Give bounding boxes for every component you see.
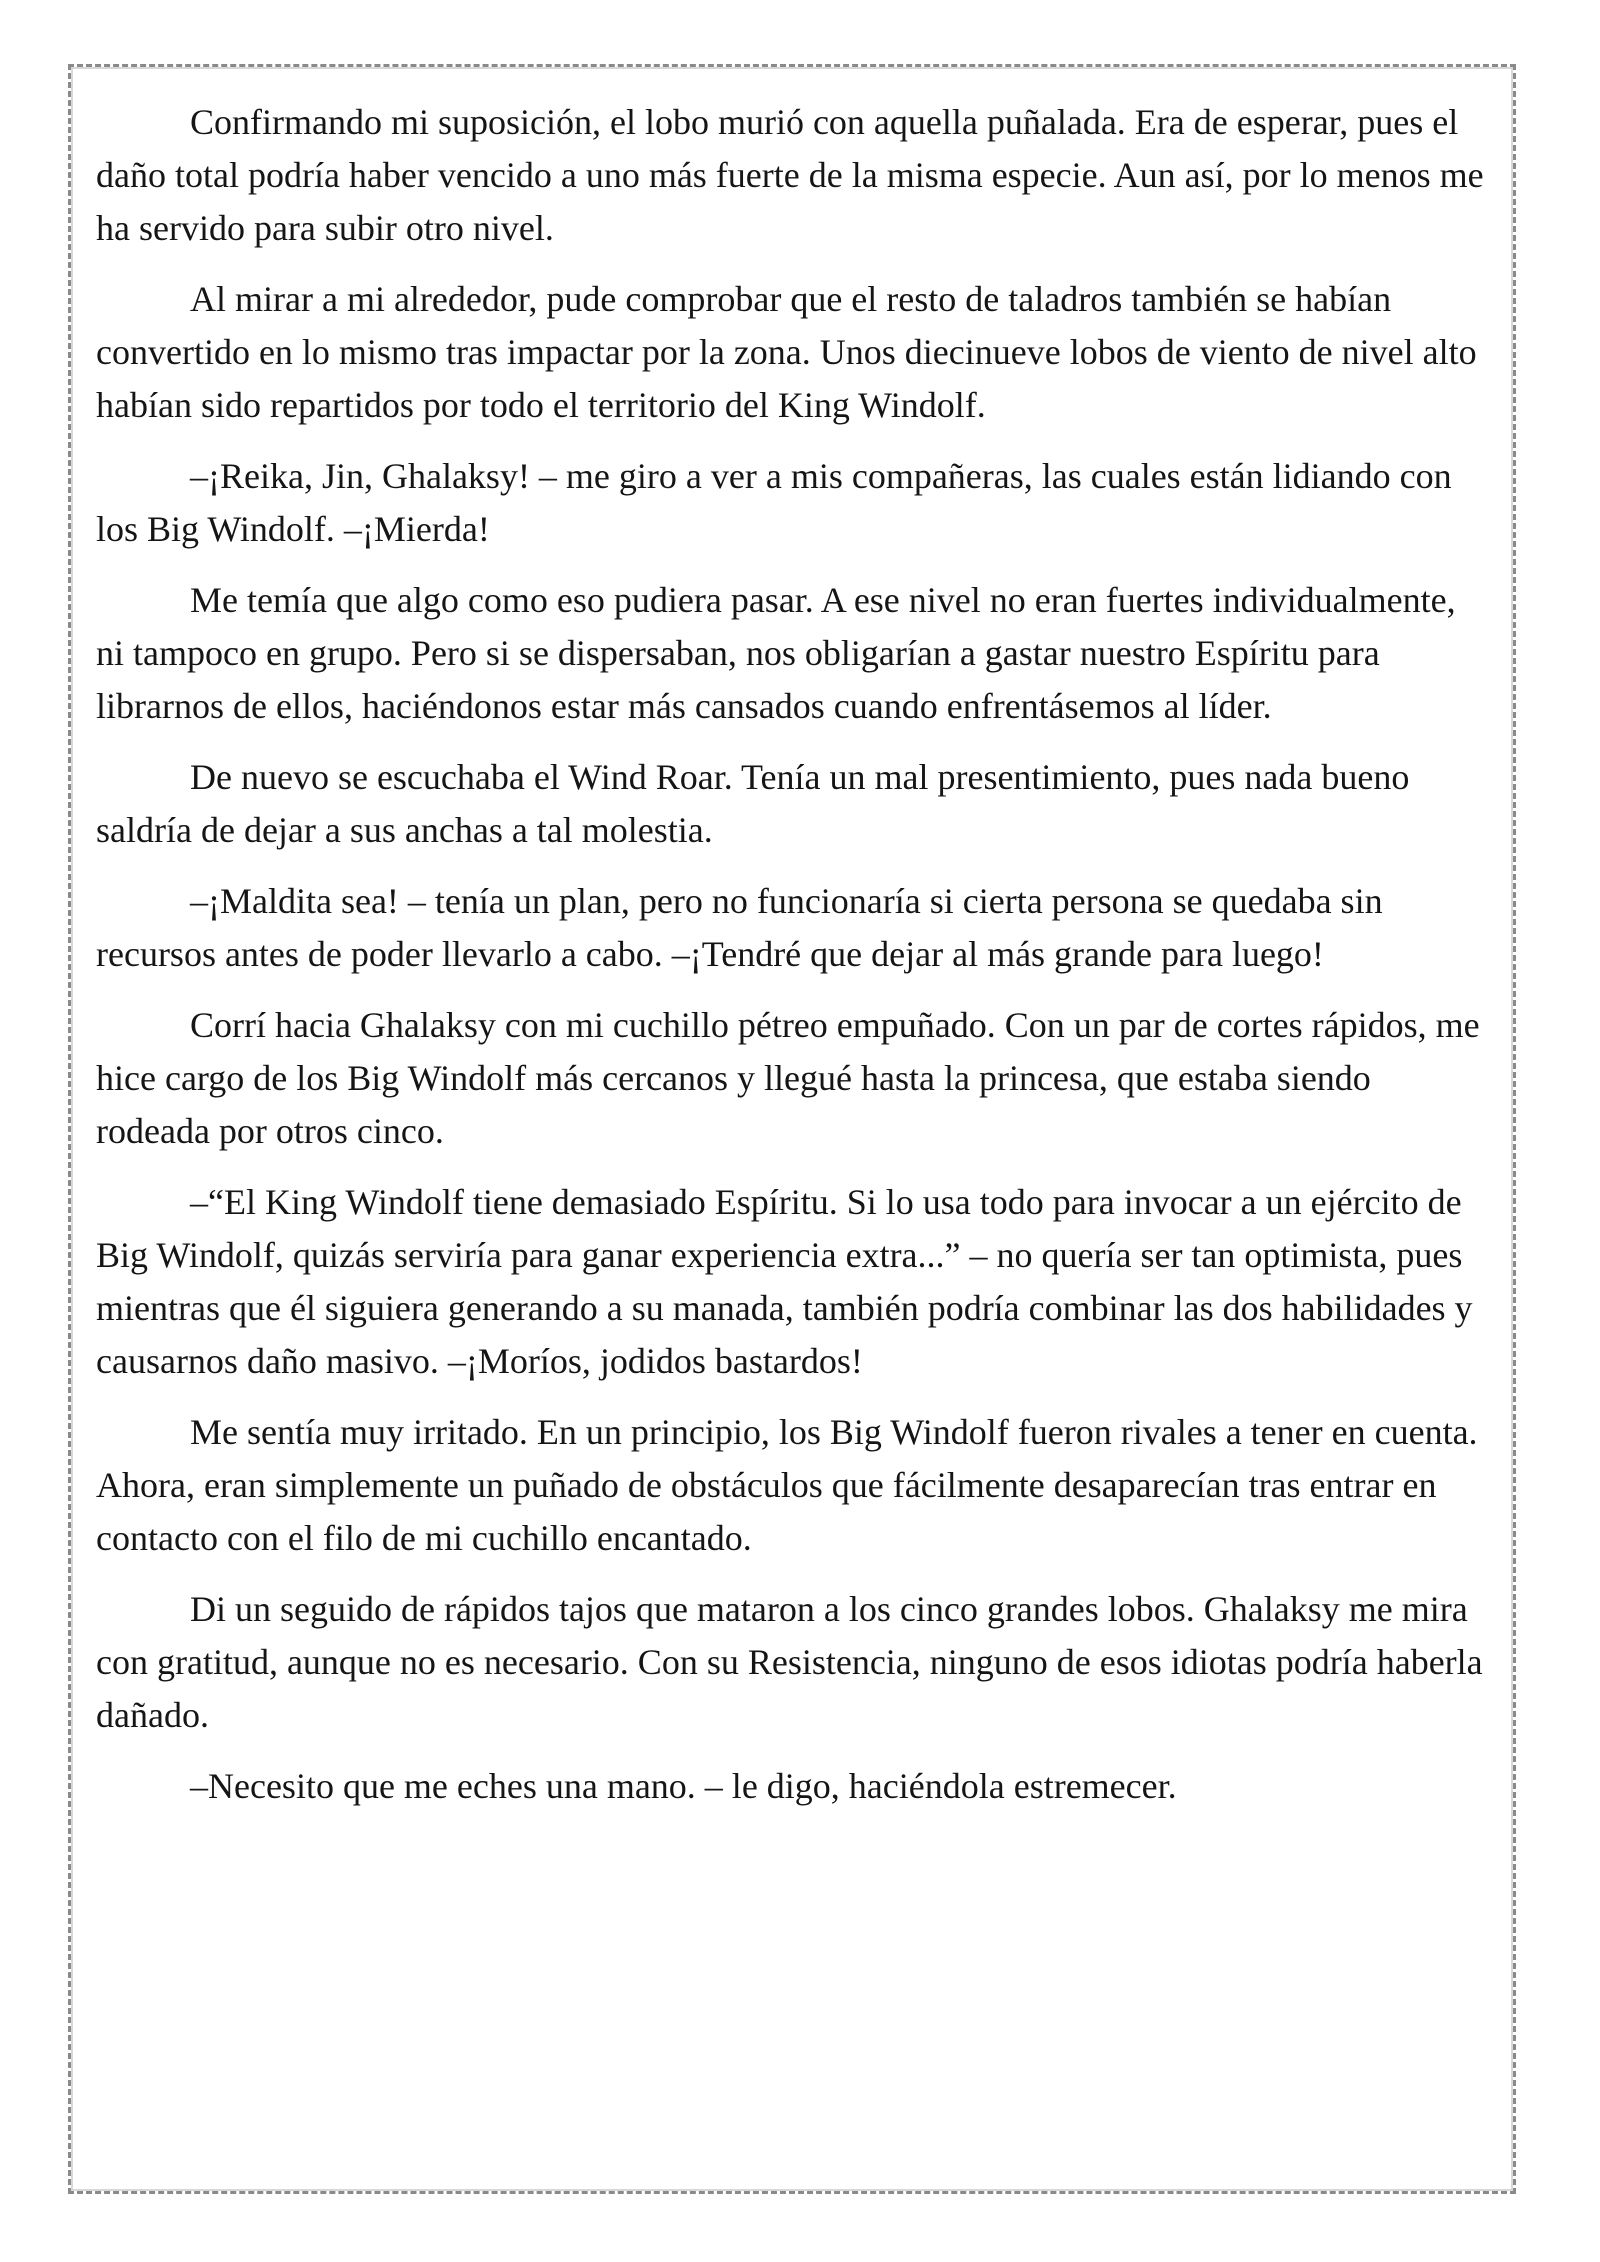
document-body (96, 96, 1488, 1831)
paragraph-3: –¡Reika, Jin, Ghalaksy! – me giro a ver a mis compañeras, las cuales están lidiando con los Big Windolf. –¡Mierda! (96, 456, 1452, 549)
paragraph-11: –Necesito que me eches una mano. – le digo, haciéndola estremecer. (190, 1766, 1177, 1806)
paragraph-1: Confirmando mi suposición, el lobo murió con aquella puñalada. Era de esperar, pues el daño total podría haber vencido a uno más fuerte de la misma especie. Aun así, por lo menos me ha servido para subir otro nivel. (96, 102, 1484, 248)
paragraph-6: –¡Maldita sea! – tenía un plan, pero no funcionaría si cierta persona se quedaba sin recursos antes de poder llevarlo a cabo. –¡Tendré que dejar al más grande para luego! (96, 881, 1383, 974)
paragraph-2: Al mirar a mi alrededor, pude comprobar que el resto de taladros también se habían convertido en lo mismo tras impactar por la zona. Unos diecinueve lobos de viento de nivel alto habían sido repartidos por todo el territorio del King Windolf. (96, 279, 1477, 425)
paragraph-8: –“El King Windolf tiene demasiado Espíritu. Si lo usa todo para invocar a un ejército de Big Windolf, quizás serviría para ganar experiencia extra...” – no quería ser tan optimista, pues mientras que él siguiera generando a su manada, también podría combinar las dos habilidades y causarnos daño masivo. –¡Moríos, jodidos bastardos! (96, 1182, 1473, 1381)
paragraph-9: Me sentía muy irritado. En un principio, los Big Windolf fueron rivales a tener en cuenta. Ahora, eran simplemente un puñado de obstáculos que fácilmente desaparecían tras entrar en contacto con el filo de mi cuchillo encantado. (96, 1412, 1478, 1558)
paragraph-5: De nuevo se escuchaba el Wind Roar. Tenía un mal presentimiento, pues nada bueno saldría de dejar a sus anchas a tal molestia. (96, 757, 1410, 850)
paragraph-10: Di un seguido de rápidos tajos que mataron a los cinco grandes lobos. Ghalaksy me mira con gratitud, aunque no es necesario. Con su Resistencia, ninguno de esos idiotas podría haberla dañado. (96, 1589, 1483, 1735)
paragraph-4: Me temía que algo como eso pudiera pasar. A ese nivel no eran fuertes individualmente, ni tampoco en grupo. Pero si se dispersaban, nos obligarían a gastar nuestro Espíritu para librarnos de ellos, haciéndonos estar más cansados cuando enfrentásemos al líder. (96, 580, 1456, 726)
paragraph-7: Corrí hacia Ghalaksy con mi cuchillo pétreo empuñado. Con un par de cortes rápidos, me hice cargo de los Big Windolf más cercanos y llegué hasta la princesa, que estaba siendo rodeada por otros cinco. (96, 1005, 1480, 1151)
